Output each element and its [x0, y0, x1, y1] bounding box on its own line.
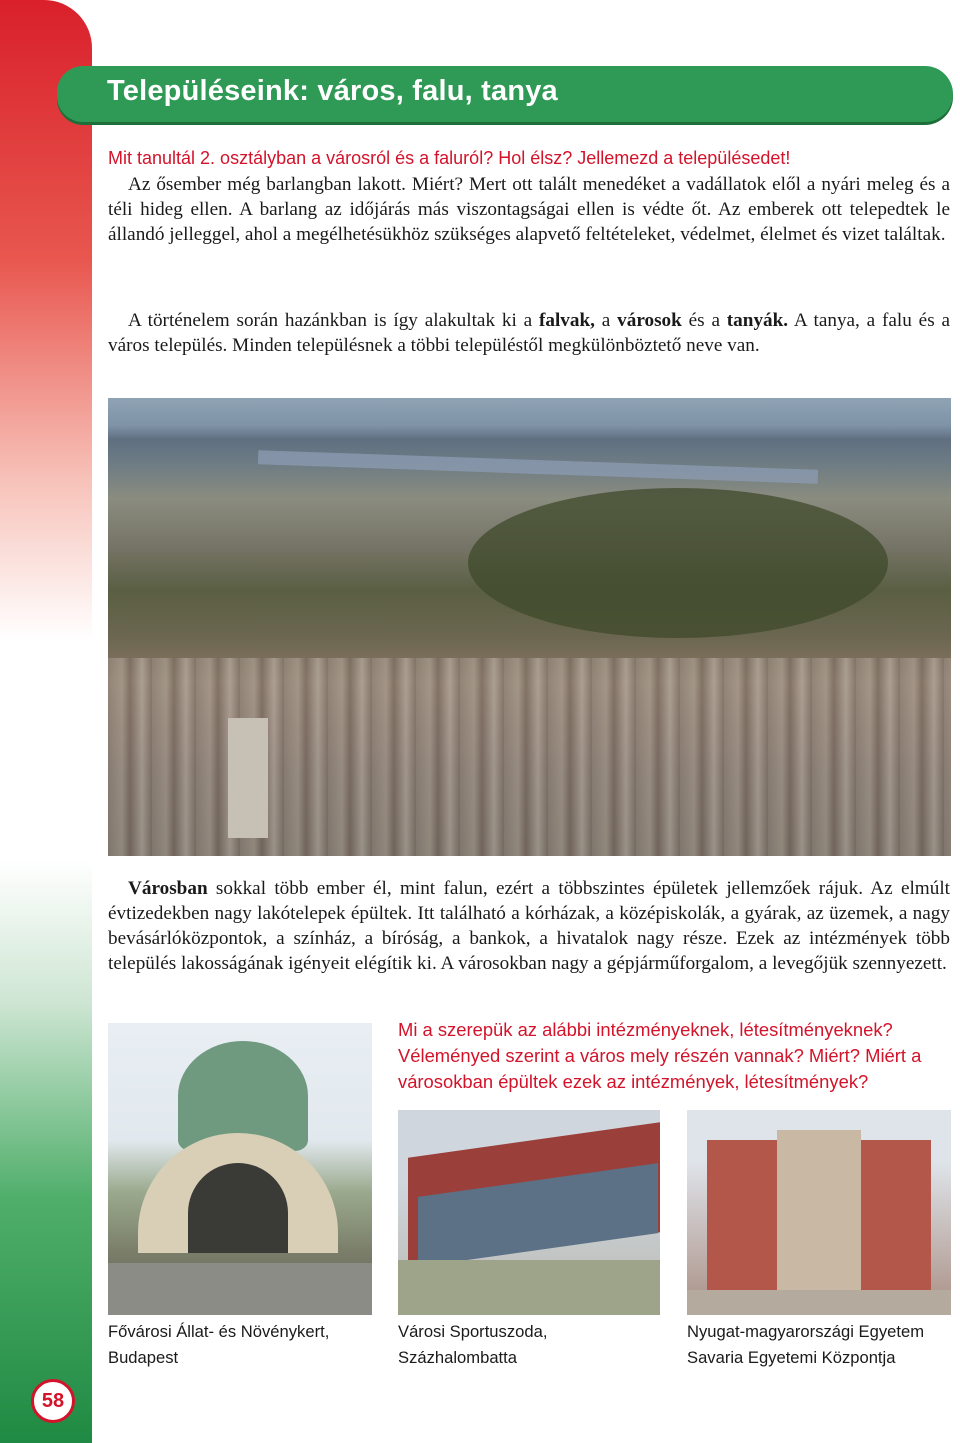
photo-arch — [188, 1163, 288, 1253]
photo-tower — [777, 1130, 861, 1290]
photo-river — [258, 450, 818, 484]
caption-line: Budapest — [108, 1348, 179, 1367]
side-color-strip — [0, 0, 92, 1443]
text-run: és a — [681, 310, 727, 331]
university-photo — [687, 1110, 951, 1315]
zoo-gate-photo — [108, 1023, 372, 1315]
paragraph-cave-text: Az ősember még barlangban lakott. Miért? Mert ott talált menedéket a vadállatok elől a nyári meleg és a téli hideg ellen. A barlang az időjárás más viszontagságai ellen is védte őt. Az emberek ott telepedtek le állandó jelleggel, ahol a megélhetésükhöz szükséges alapvető feltételeket, védelmet, élelmet és vizet találtak. — [108, 174, 950, 245]
photo-ground — [108, 1263, 372, 1315]
chapter-title-bar — [57, 66, 953, 122]
photo-hill — [468, 488, 888, 638]
institutions-question: Mi a szerepük az alábbi intézményeknek, létesítményeknek? Véleményed szerint a város mely részén vannak? Miért? Miért a városokban épültek ezek az intézmények, létesítmények? — [398, 1019, 922, 1092]
caption-line: Százhalombatta — [398, 1348, 517, 1367]
paragraph-history — [108, 308, 950, 358]
text-run: A történelem során hazánkban is így alakultak ki a — [128, 310, 539, 331]
caption-line: Nyugat-magyarországi Egyetem — [687, 1322, 925, 1341]
photo-tower — [228, 718, 268, 838]
city-aerial-photo — [108, 398, 951, 856]
photo-street — [687, 1290, 951, 1315]
caption-university — [687, 1319, 924, 1371]
caption-zoo — [108, 1319, 329, 1371]
caption-line: Fővárosi Állat- és Növénykert, — [108, 1322, 330, 1341]
photo-lawn — [398, 1260, 660, 1315]
caption-pool — [398, 1319, 547, 1371]
term-tanyak: tanyák. — [726, 310, 789, 331]
paragraph-city — [108, 876, 950, 976]
paragraph-city-text: sokkal több ember él, mint falun, ezért a többszintes épületek jellemzőek rájuk. Az elmúlt évtizedekben nagy lakótelepek épültek. Itt található a kórházak, a középiskolák, a gyárak, az üzemek, a nagy bevásárlóközpontok, a színház, a bíróság, a bankok, a hivatalok nagy része. Ezek az intézmények több település lakosságának igényeit elégítik ki. A városokban nagy a gépjárműforgalom, a levegőjük szennyezett. — [108, 878, 950, 974]
intro-question: Mit tanultál 2. osztályban a városról és a faluról? Hol élsz? Jellemezd a településedet! — [108, 148, 791, 168]
page-title: Településeink: város, falu, tanya — [107, 75, 558, 107]
page-number: 58 — [31, 1379, 75, 1423]
term-falvak: falvak, — [538, 310, 595, 331]
swimming-pool-photo — [398, 1110, 660, 1315]
text-run: A tanya, a falu és a város település. Minden településnek a többi településtől megkülönböztető neve van. — [108, 310, 951, 356]
term-varosban: Városban — [128, 878, 208, 899]
term-varosok: városok — [617, 310, 682, 331]
caption-line: Városi Sportuszoda, — [398, 1322, 548, 1341]
text-run: a — [594, 310, 618, 331]
paragraph-cave — [108, 172, 950, 247]
caption-line: Savaria Egyetemi Központja — [687, 1348, 896, 1367]
